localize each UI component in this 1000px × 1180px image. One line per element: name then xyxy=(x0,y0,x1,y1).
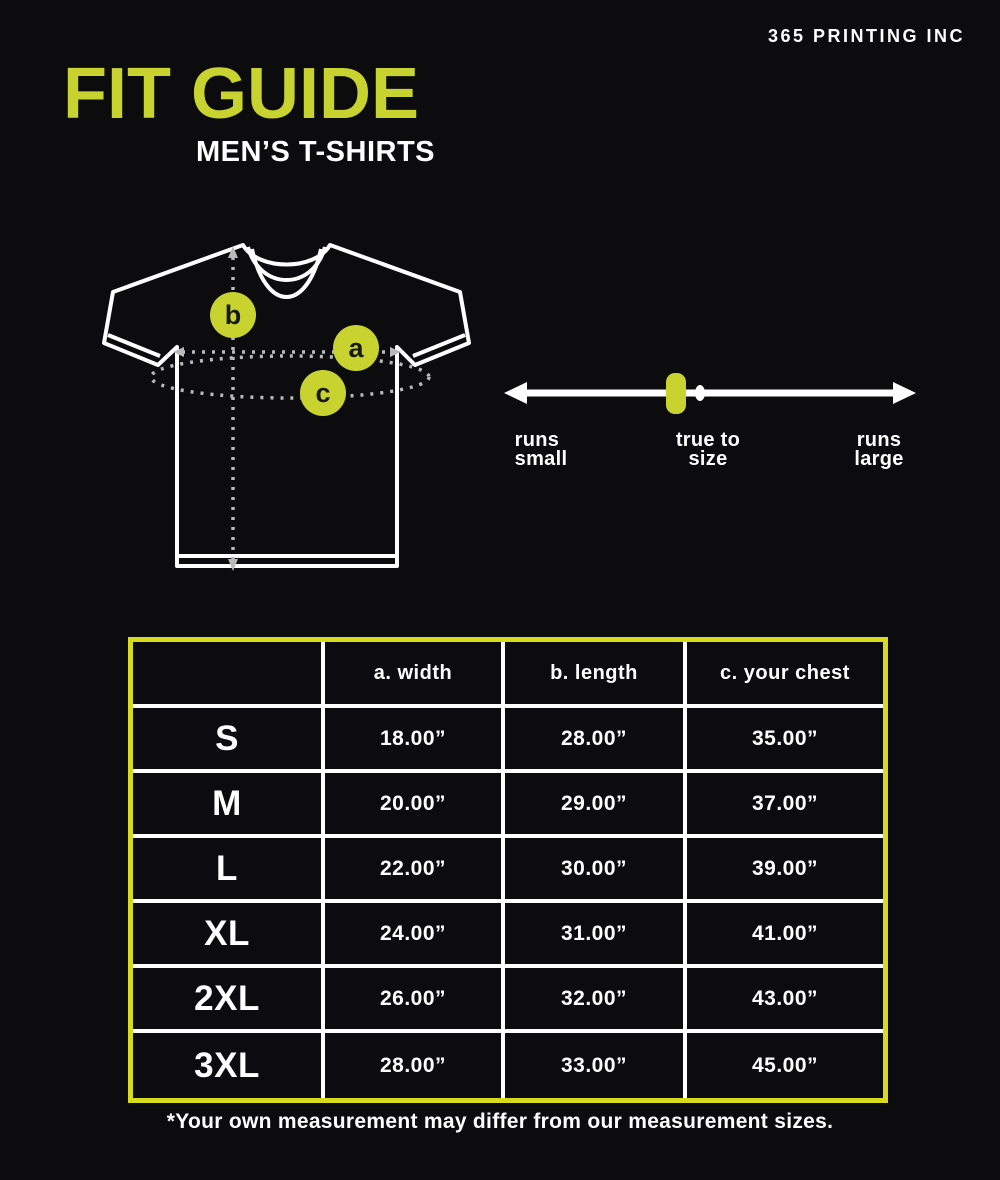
table-corner-cell xyxy=(133,642,325,708)
length-value: 28.00” xyxy=(505,708,687,773)
size-label: 3XL xyxy=(133,1033,325,1098)
size-label: 2XL xyxy=(133,968,325,1033)
width-value: 24.00” xyxy=(325,903,505,968)
right-cuff-line xyxy=(413,335,465,356)
chest-value: 43.00” xyxy=(687,968,883,1033)
tshirt-outline-art xyxy=(98,235,482,587)
tshirt-outline xyxy=(104,245,469,566)
marker-letter: b xyxy=(224,299,242,330)
measurement-disclaimer: *Your own measurement may differ from our measurement sizes. xyxy=(166,1110,834,1133)
page-title: FIT GUIDE xyxy=(63,54,419,134)
marker-letter: c xyxy=(315,377,331,408)
page-subtitle: MEN’S T-SHIRTS xyxy=(195,136,435,168)
length-value: 29.00” xyxy=(505,773,687,838)
scale-label-runs-small: runs small xyxy=(514,429,568,470)
size-label: L xyxy=(133,838,325,903)
width-value: 20.00” xyxy=(325,773,505,838)
size-label: M xyxy=(133,773,325,838)
fit-scale xyxy=(500,355,920,480)
marker-chest-c xyxy=(300,370,346,416)
chest-measure-ellipse xyxy=(151,356,429,398)
marker-letter: a xyxy=(348,332,364,363)
column-header: c. your chest xyxy=(687,642,883,708)
size-table xyxy=(128,637,888,1103)
scale-label-runs-large: runs large xyxy=(854,429,904,470)
column-header: b. length xyxy=(505,642,687,708)
chest-value: 39.00” xyxy=(687,838,883,903)
width-value: 28.00” xyxy=(325,1033,505,1098)
chest-value: 35.00” xyxy=(687,708,883,773)
title-block xyxy=(63,54,435,169)
marker-length-b xyxy=(210,292,256,338)
size-label: XL xyxy=(133,903,325,968)
chest-value: 41.00” xyxy=(687,903,883,968)
length-value: 32.00” xyxy=(505,968,687,1033)
scale-arrow-left xyxy=(504,382,527,404)
width-value: 26.00” xyxy=(325,968,505,1033)
column-header: a. width xyxy=(325,642,505,708)
scale-arrow-right xyxy=(893,382,916,404)
length-value: 31.00” xyxy=(505,903,687,968)
center-dot xyxy=(695,385,705,401)
length-value: 30.00” xyxy=(505,838,687,903)
width-value: 18.00” xyxy=(325,708,505,773)
scale-label-true-to-size: true to size xyxy=(675,429,741,470)
fit-scale-art xyxy=(500,355,920,435)
marker-width-a xyxy=(333,325,379,371)
chest-value: 37.00” xyxy=(687,773,883,838)
brand-name: 365 PRINTING INC xyxy=(767,26,965,46)
chest-value: 45.00” xyxy=(687,1033,883,1098)
width-value: 22.00” xyxy=(325,838,505,903)
tshirt-diagram xyxy=(98,235,482,587)
left-cuff-line xyxy=(108,335,160,356)
true-to-size-marker xyxy=(666,373,686,414)
size-label: S xyxy=(133,708,325,773)
length-value: 33.00” xyxy=(505,1033,687,1098)
